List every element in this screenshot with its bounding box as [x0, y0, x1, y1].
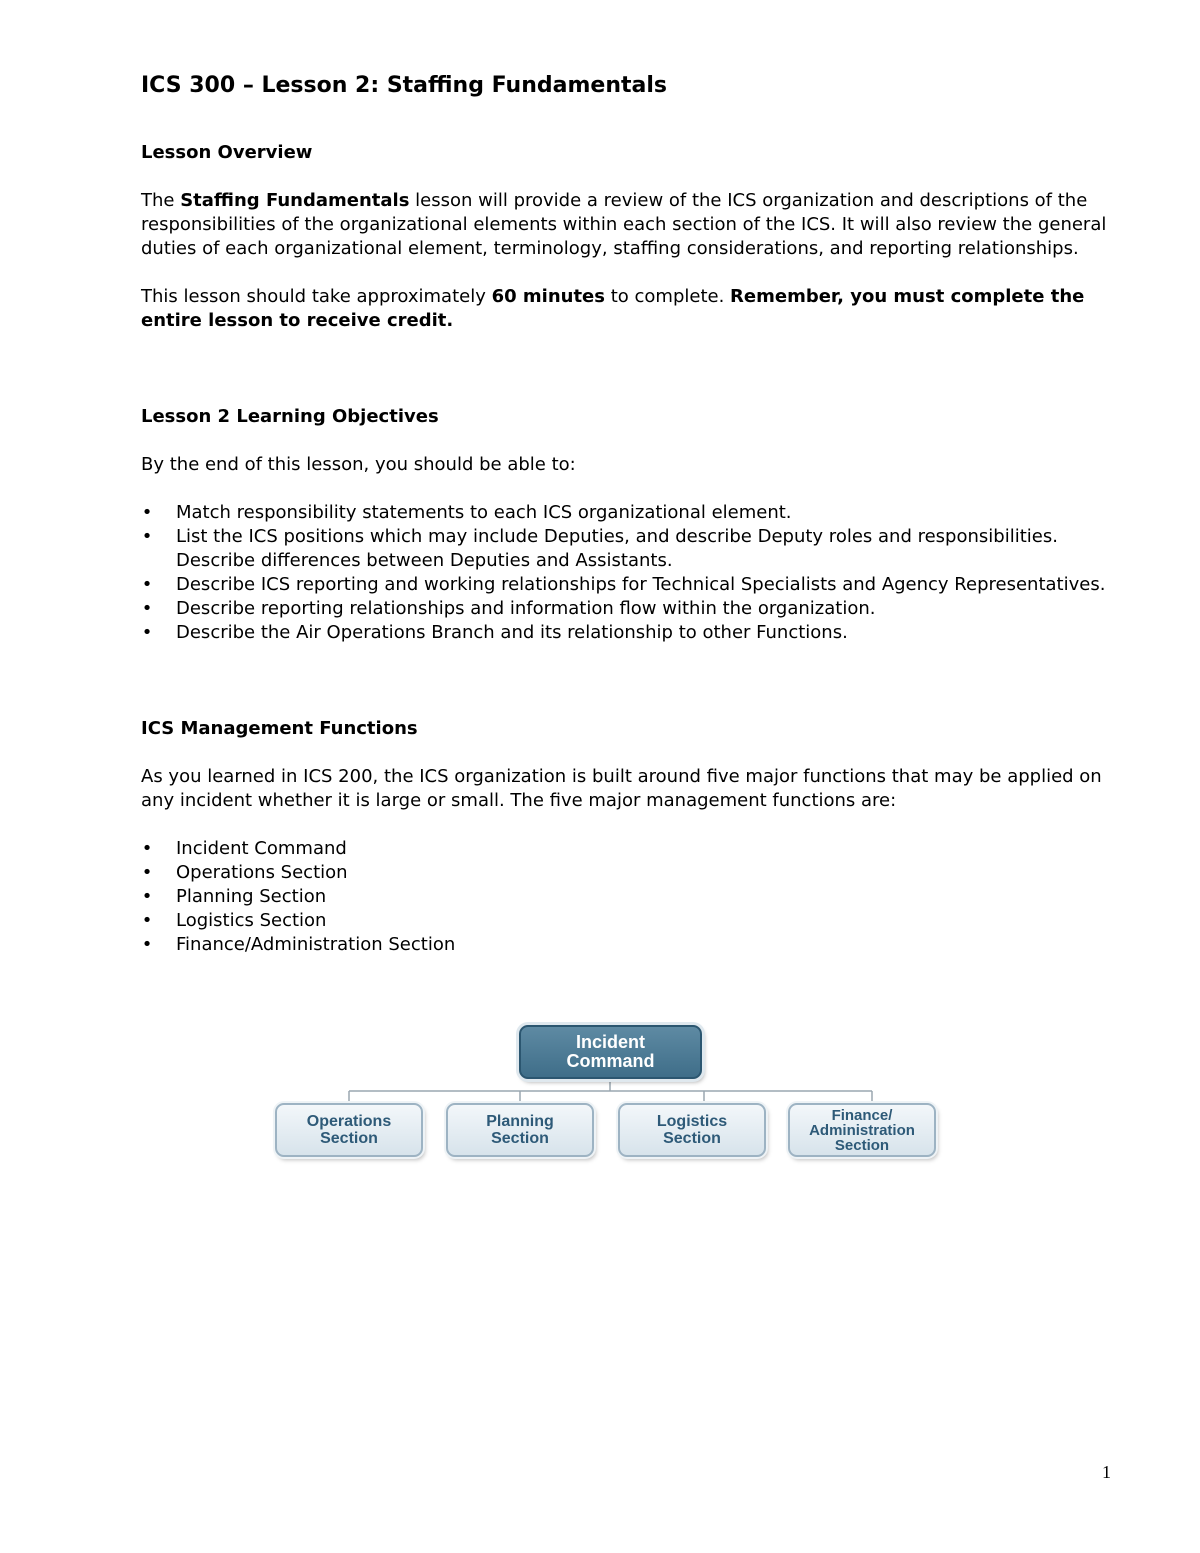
org-chart [272, 1020, 940, 1162]
list-item: • Logistics Section [141, 910, 327, 931]
list-item: • Describe the Air Operations Branch and its relationship to other Functions. [141, 622, 848, 643]
list-item: • Match responsibility statements to each ICS organizational element. [141, 502, 792, 523]
management-heading: ICS Management Functions [141, 718, 418, 739]
list-item: • Operations Section [141, 862, 348, 883]
objectives-heading: Lesson 2 Learning Objectives [141, 406, 439, 427]
objectives-intro: By the end of this lesson, you should be able to: [141, 454, 576, 475]
planning-section-box: Planning Section [446, 1103, 594, 1157]
logistics-section-box: Logistics Section [618, 1103, 766, 1157]
management-intro: As you learned in ICS 200, the ICS organization is built around five major functions that may be applied on any incident whether it is large or small. The five major management functions are: [141, 766, 1102, 811]
duration-paragraph: This lesson should take approximately 60 minutes to complete. Remember, you must complete the entire lesson to receive credit. [141, 286, 1085, 331]
list-item: • Describe ICS reporting and working relationships for Technical Specialists and Agency Representatives. [141, 574, 1106, 595]
objectives-list [141, 501, 1111, 645]
overview-heading: Lesson Overview [141, 142, 313, 163]
list-item: • Finance/Administration Section [141, 934, 456, 955]
finance-administration-section-box: Finance/ Administration Section [788, 1103, 936, 1157]
incident-command-box: Incident Command [519, 1025, 702, 1079]
document-page [141, 70, 1111, 957]
list-item: • Describe reporting relationships and information flow within the organization. [141, 598, 876, 619]
page-number: 1 [1102, 1462, 1111, 1482]
page-title: ICS 300 – Lesson 2: Staffing Fundamentals [141, 73, 667, 98]
overview-paragraph: The Staffing Fundamentals lesson will provide a review of the ICS organization and descriptions of the responsibilities of the organizational elements within each section of the ICS. It will also review the general duties of each organizational element, terminology, staffing considerations, and reporting relationships. [141, 190, 1107, 259]
list-item: • Incident Command [141, 838, 347, 859]
functions-list [141, 837, 1111, 957]
list-item: • List the ICS positions which may include Deputies, and describe Deputy roles and responsibilities. Describe differences between Deputies and Assistants. [141, 526, 1058, 571]
operations-section-box: Operations Section [275, 1103, 423, 1157]
list-item: • Planning Section [141, 886, 327, 907]
